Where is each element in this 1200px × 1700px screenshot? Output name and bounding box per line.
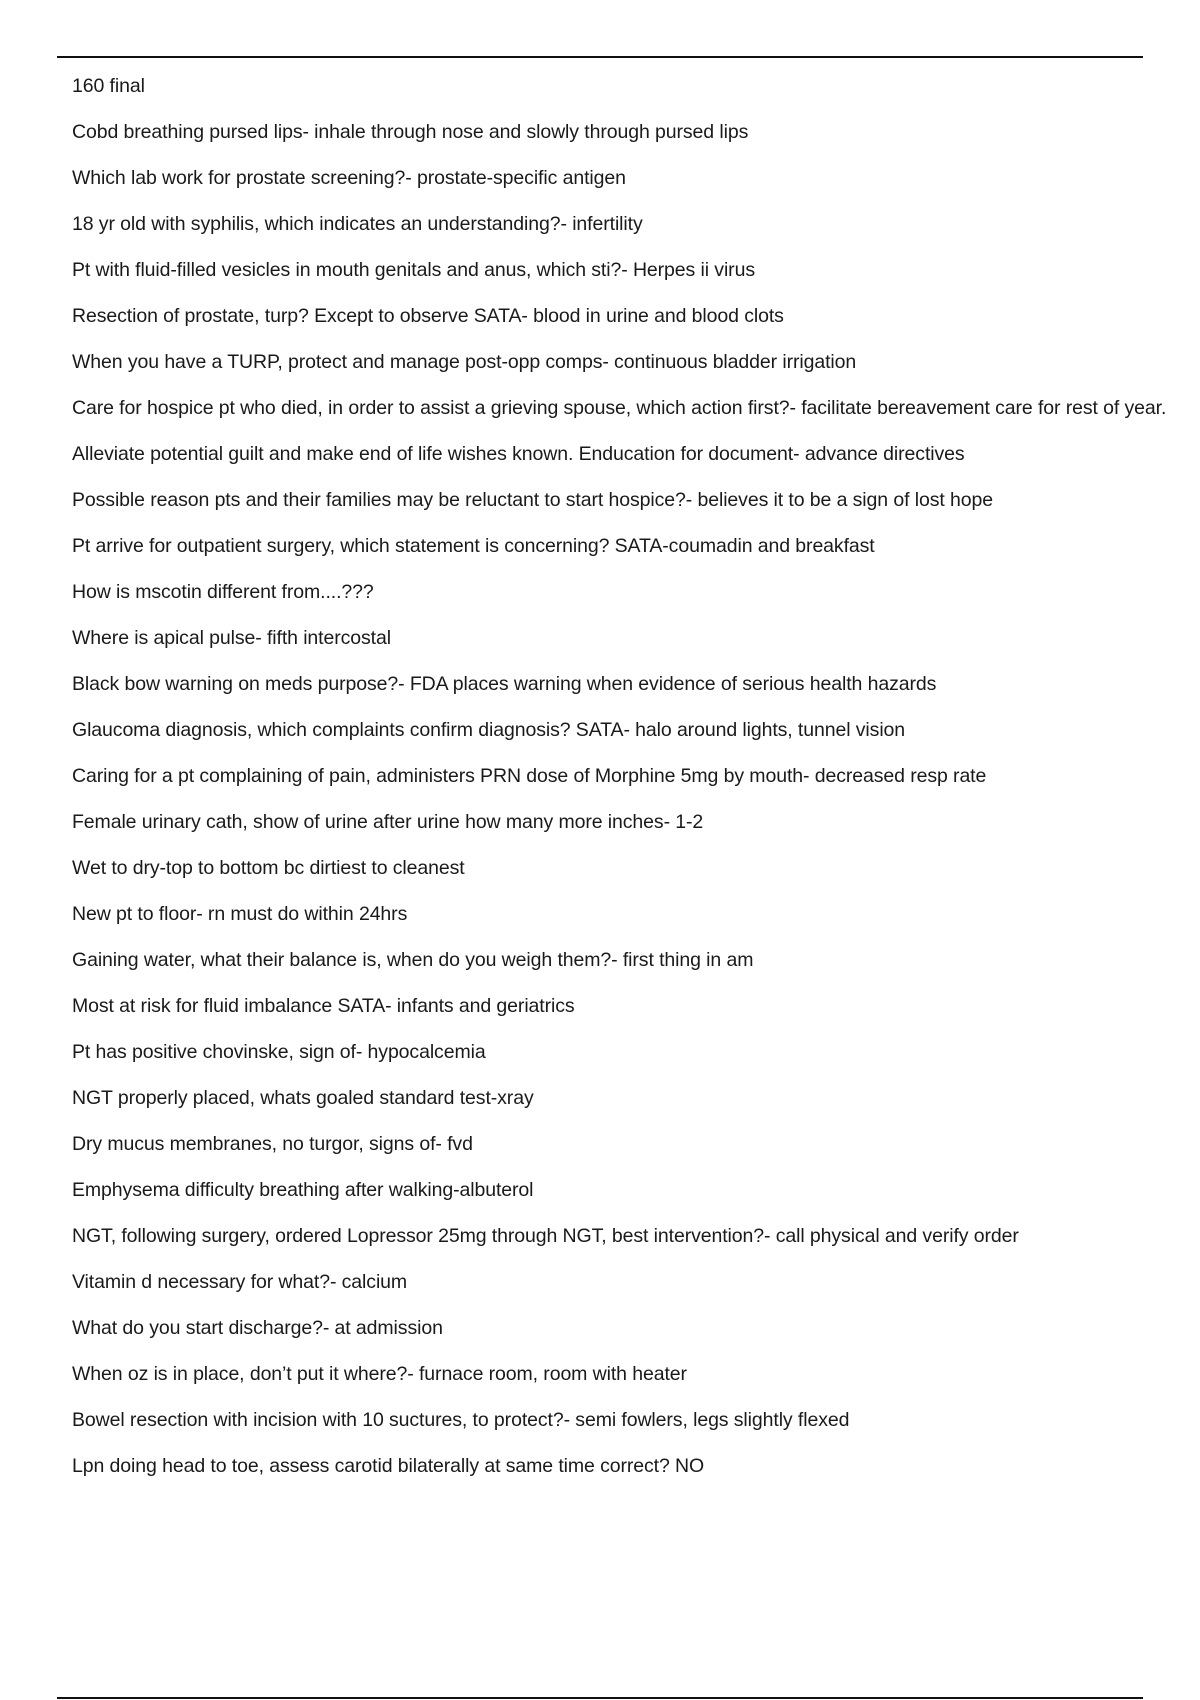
document-line: New pt to floor- rn must do within 24hrs	[72, 903, 408, 925]
document-line: Possible reason pts and their families may be reluctant to start hospice?- believes it to be a sign of lost hope	[72, 489, 993, 511]
document-line: Pt arrive for outpatient surgery, which statement is concerning? SATA-coumadin and breakfast	[72, 535, 875, 557]
document-line: NGT, following surgery, ordered Lopressor 25mg through NGT, best intervention?- call physical and verify order	[72, 1225, 1019, 1247]
document-line: Pt has positive chovinske, sign of- hypocalcemia	[72, 1041, 486, 1063]
document-line: Wet to dry-top to bottom bc dirtiest to cleanest	[72, 857, 465, 879]
document-line: What do you start discharge?- at admission	[72, 1317, 443, 1339]
document-title: 160 final	[72, 75, 145, 97]
document-line: Which lab work for prostate screening?- prostate-specific antigen	[72, 167, 626, 189]
document-line: Lpn doing head to toe, assess carotid bilaterally at same time correct? NO	[72, 1455, 705, 1477]
document-line: Where is apical pulse- fifth intercostal	[72, 627, 391, 649]
document-line: Cobd breathing pursed lips- inhale through nose and slowly through pursed lips	[72, 121, 749, 143]
document-line: Black bow warning on meds purpose?- FDA places warning when evidence of serious health hazards	[72, 673, 937, 695]
document-line: Care for hospice pt who died, in order to assist a grieving spouse, which action first?- facilitate bereavement care for rest of year.	[72, 397, 1167, 419]
document-line: Caring for a pt complaining of pain, administers PRN dose of Morphine 5mg by mouth- decreased resp rate	[72, 765, 987, 787]
document-line: Gaining water, what their balance is, when do you weigh them?- first thing in am	[72, 949, 754, 971]
footer-rule	[57, 1697, 1143, 1699]
header-rule	[57, 56, 1143, 58]
document-line: Vitamin d necessary for what?- calcium	[72, 1271, 408, 1293]
document-line: Alleviate potential guilt and make end of life wishes known. Enducation for document- advance directives	[72, 443, 965, 465]
document-line: Female urinary cath, show of urine after urine how many more inches- 1-2	[72, 811, 704, 833]
document-line: Glaucoma diagnosis, which complaints confirm diagnosis? SATA- halo around lights, tunnel vision	[72, 719, 906, 741]
document-line: When oz is in place, don’t put it where?- furnace room, room with heater	[72, 1363, 687, 1385]
document-line: Pt with fluid-filled vesicles in mouth genitals and anus, which sti?- Herpes ii virus	[72, 259, 755, 281]
document-line: Emphysema difficulty breathing after walking-albuterol	[72, 1179, 534, 1201]
document-line: Resection of prostate, turp? Except to observe SATA- blood in urine and blood clots	[72, 305, 784, 327]
document-line: Most at risk for fluid imbalance SATA- infants and geriatrics	[72, 995, 575, 1017]
document-line: When you have a TURP, protect and manage post-opp comps- continuous bladder irrigation	[72, 351, 857, 373]
document-line: Bowel resection with incision with 10 suctures, to protect?- semi fowlers, legs slightly flexed	[72, 1409, 850, 1431]
document-line: 18 yr old with syphilis, which indicates an understanding?- infertility	[72, 213, 643, 235]
document-line: NGT properly placed, whats goaled standard test-xray	[72, 1087, 534, 1109]
document-line: How is mscotin different from....???	[72, 581, 374, 603]
document-body	[72, 72, 1172, 1498]
document-line: Dry mucus membranes, no turgor, signs of- fvd	[72, 1133, 473, 1155]
